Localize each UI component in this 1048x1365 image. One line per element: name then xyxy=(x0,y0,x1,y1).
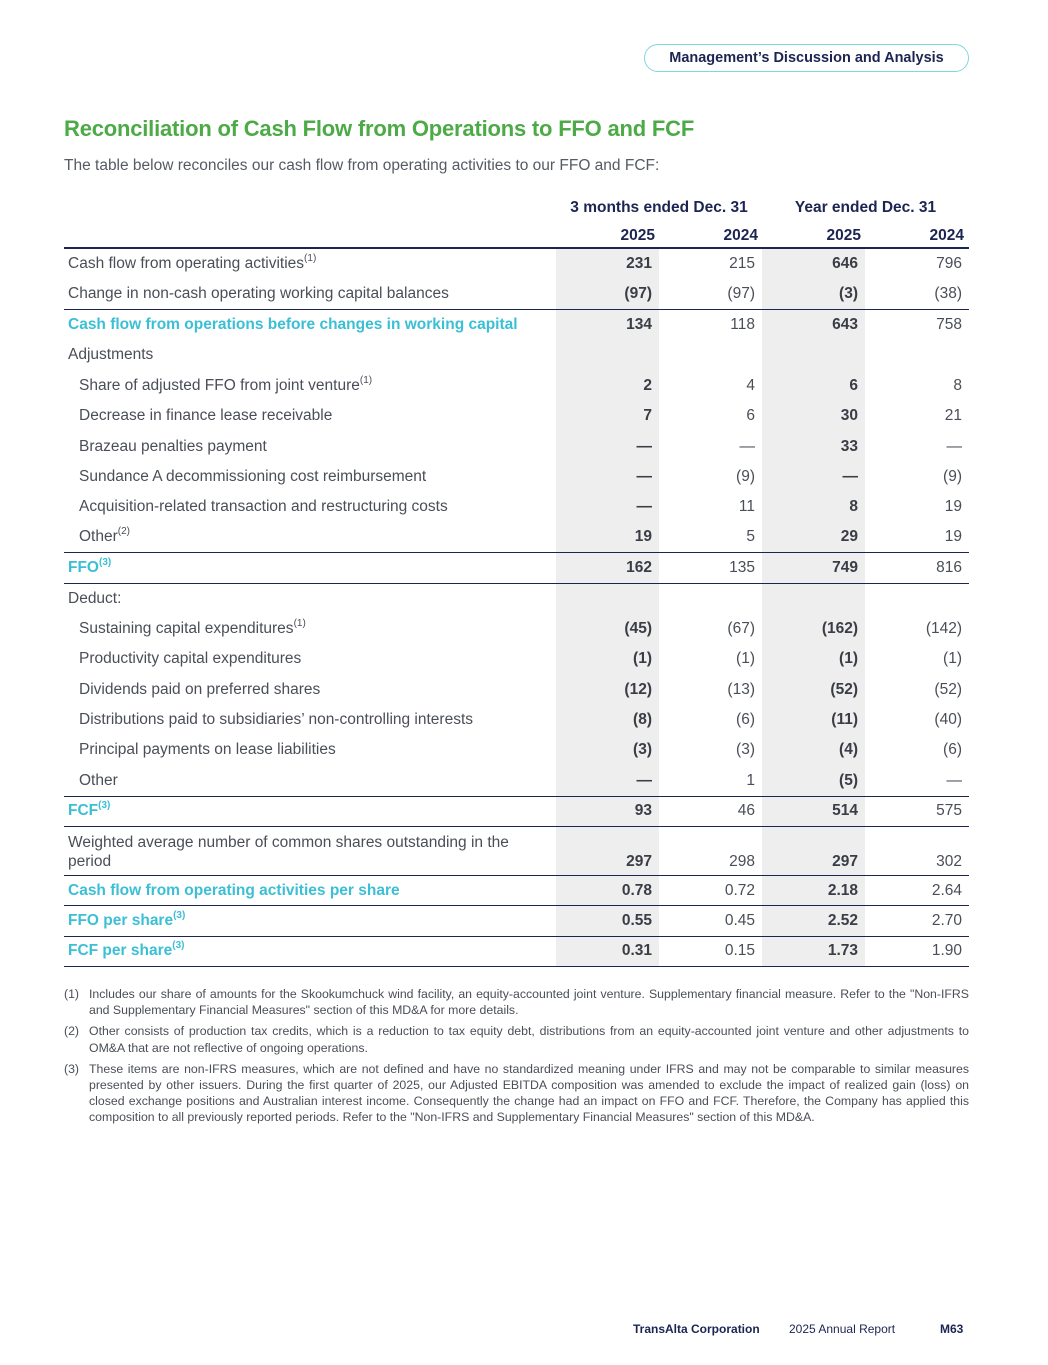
table-cell xyxy=(659,340,762,370)
table-cell: 1 xyxy=(746,771,755,789)
table-cell: (1) xyxy=(943,650,962,668)
row-label-text: Deduct: xyxy=(68,589,122,607)
row-label-text: Cash flow from operations before changes in working capital xyxy=(68,316,518,334)
column-group-header xyxy=(64,193,969,225)
row-label xyxy=(64,523,556,553)
row-label xyxy=(64,249,556,279)
row-label xyxy=(64,614,556,644)
table-row xyxy=(64,705,969,735)
table-cell: 4 xyxy=(746,376,755,394)
table-cell: 1.73 xyxy=(762,936,865,966)
table-row xyxy=(64,401,969,431)
table-cell: — xyxy=(946,771,962,789)
table-row xyxy=(64,523,969,553)
row-label xyxy=(64,553,556,583)
table-row xyxy=(64,279,969,309)
footnote xyxy=(64,1061,969,1126)
table-cell: (162) xyxy=(762,614,865,644)
table-cell: 646 xyxy=(762,249,865,279)
row-label xyxy=(64,462,556,492)
table-cell: 19 xyxy=(556,523,659,553)
table-cell: 46 xyxy=(659,796,762,826)
row-label-text: Brazeau penalties payment xyxy=(79,437,267,455)
footnote-ref: (3) xyxy=(173,909,186,921)
row-label-text: Acquisition-related transaction and restructuring costs xyxy=(79,498,448,516)
table-row xyxy=(64,766,969,796)
table-row xyxy=(64,492,969,522)
row-label xyxy=(64,674,556,704)
table-cell: (8) xyxy=(556,705,659,735)
table-cell: (6) xyxy=(736,711,755,729)
table-cell: 118 xyxy=(659,310,762,340)
table-cell: 749 xyxy=(762,553,865,583)
table-row xyxy=(64,553,969,583)
table-cell: 8 xyxy=(762,492,865,522)
row-label-text: FCF xyxy=(68,802,99,820)
table-row xyxy=(64,826,969,875)
table-cell: — xyxy=(739,437,755,455)
table-row xyxy=(64,735,969,765)
row-label-text: FCF per share xyxy=(68,942,173,960)
row-label-text: Adjustments xyxy=(68,346,154,364)
table-cell: 2.64 xyxy=(865,875,969,905)
row-label xyxy=(64,906,556,936)
table-cell: 816 xyxy=(865,553,969,583)
table-cell: (40) xyxy=(934,711,962,729)
table-cell: 2.18 xyxy=(762,875,865,905)
table-cell: (97) xyxy=(556,279,659,309)
table-cell: 215 xyxy=(729,255,755,273)
table-body xyxy=(64,249,969,967)
row-label-text: Other xyxy=(79,771,118,789)
table-row xyxy=(64,371,969,401)
table-cell: (142) xyxy=(925,619,962,637)
year-header: 2025 xyxy=(826,227,861,244)
table-cell xyxy=(865,340,969,370)
footnote-text: These items are non-IFRS measures, which are not defined and have no standardized meaning under IFRS and may not be comparable to similar measures presented by other issuers. During the first quarter of 2025, our Adjusted EBITDA composition was amended to exclude the impact of realized gain (loss) on closed exchange positions and Australian interest income. Consequently the change had an impact on FFO and FCF. Therefore, the Company has applied this composition to all previously reported periods. Refer to the "Non-IFRS and Supplementary Financial Measures" section of this MD&A. xyxy=(89,1061,969,1125)
year-header: 2025 xyxy=(620,227,655,244)
table-row xyxy=(64,310,969,340)
table-cell: (3) xyxy=(556,735,659,765)
table-cell: 297 xyxy=(556,826,659,875)
table-cell: 21 xyxy=(944,407,962,425)
row-label xyxy=(64,826,556,875)
table-row xyxy=(64,906,969,936)
table-cell: (9) xyxy=(943,467,962,485)
table-cell: 2.52 xyxy=(762,906,865,936)
table-cell: 5 xyxy=(746,528,755,546)
table-cell: (1) xyxy=(762,644,865,674)
row-label xyxy=(64,796,556,826)
row-label xyxy=(64,431,556,461)
table-cell: — xyxy=(556,431,659,461)
table-cell xyxy=(762,340,865,370)
table-cell: (45) xyxy=(556,614,659,644)
row-label-text: Share of adjusted FFO from joint venture xyxy=(79,376,360,394)
table-row xyxy=(64,583,969,613)
row-label xyxy=(64,644,556,674)
table-cell: — xyxy=(556,462,659,492)
table-cell: 30 xyxy=(762,401,865,431)
table-row xyxy=(64,462,969,492)
table-row xyxy=(64,644,969,674)
row-label-text: Cash flow from operating activities per share xyxy=(68,881,400,899)
footnote-ref: (3) xyxy=(172,940,185,952)
row-label xyxy=(64,371,556,401)
row-label-text: Weighted average number of common shares outstanding in the period xyxy=(68,833,509,870)
table-cell: (12) xyxy=(556,674,659,704)
row-label xyxy=(64,766,556,796)
table-row xyxy=(64,796,969,826)
table-cell: 6 xyxy=(746,407,755,425)
row-label xyxy=(64,340,556,370)
table-cell: 1.90 xyxy=(865,936,969,966)
table-cell: — xyxy=(946,437,962,455)
table-cell: (52) xyxy=(762,674,865,704)
footer-company: TransAlta Corporation xyxy=(633,1322,760,1336)
row-label xyxy=(64,705,556,735)
year-header: 2024 xyxy=(929,227,964,244)
row-label-text: Cash flow from operating activities xyxy=(68,255,305,273)
footnote-text: Includes our share of amounts for the Skookumchuck wind facility, an equity-accounted joint venture. Supplementary financial measure. Refer to the "Non-IFRS and Supplementary Financial Measures" section of this MD&A for more details. xyxy=(89,987,969,1018)
footnote-ref: (1) xyxy=(359,374,373,386)
table-cell: 231 xyxy=(556,249,659,279)
table-row xyxy=(64,340,969,370)
table-row xyxy=(64,875,969,905)
table-cell: 33 xyxy=(762,431,865,461)
table-cell: 2 xyxy=(556,371,659,401)
row-label-text: Sustaining capital expenditures xyxy=(79,619,294,637)
table-cell: (4) xyxy=(762,735,865,765)
row-label xyxy=(64,735,556,765)
footer-report: 2025 Annual Report xyxy=(789,1322,896,1336)
table-cell: (67) xyxy=(727,619,755,637)
table-cell: 302 xyxy=(865,826,969,875)
table-cell: 11 xyxy=(738,498,755,516)
intro-text: The table below reconciles our cash flow from operating activities to our FFO and FCF: xyxy=(64,157,660,174)
page-title: Reconciliation of Cash Flow from Operations to FFO and FCF xyxy=(64,116,695,141)
table-cell xyxy=(762,583,865,613)
table-cell: 7 xyxy=(556,401,659,431)
table-cell: 19 xyxy=(944,528,962,546)
table-cell: 643 xyxy=(762,310,865,340)
table-cell: 0.45 xyxy=(659,906,762,936)
table-cell: (6) xyxy=(943,741,962,759)
row-label-text: Other xyxy=(79,528,118,546)
table-row xyxy=(64,249,969,279)
table-cell xyxy=(865,583,969,613)
table-cell xyxy=(556,583,659,613)
row-label-text: Principal payments on lease liabilities xyxy=(79,741,336,759)
row-label-text: Sundance A decommissioning cost reimbursement xyxy=(79,467,427,485)
table-cell xyxy=(659,583,762,613)
table-cell: 796 xyxy=(936,255,962,273)
table-cell: 134 xyxy=(556,310,659,340)
footnote-ref: (3) xyxy=(99,556,112,568)
table-cell: (97) xyxy=(727,285,755,303)
row-label-text: Dividends paid on preferred shares xyxy=(79,680,321,698)
table-cell: 162 xyxy=(556,553,659,583)
table-cell: 29 xyxy=(762,523,865,553)
table-cell: 8 xyxy=(953,376,962,394)
footnote-marker: (2) xyxy=(64,1024,80,1039)
row-label-text: Distributions paid to subsidiaries’ non-controlling interests xyxy=(79,711,474,729)
row-label xyxy=(64,936,556,966)
section-header-pill: Management’s Discussion and Analysis xyxy=(644,44,969,72)
table-row xyxy=(64,614,969,644)
table-cell: 0.55 xyxy=(556,906,659,936)
row-label-text: Change in non-cash operating working capital balances xyxy=(68,285,449,303)
footnote-marker: (1) xyxy=(64,987,80,1001)
footnote xyxy=(64,1023,969,1055)
table-cell xyxy=(556,340,659,370)
table-cell: 297 xyxy=(762,826,865,875)
page-footer xyxy=(0,1322,1048,1340)
row-label-text: FFO per share xyxy=(68,912,174,929)
footnote-marker: (3) xyxy=(64,1061,80,1076)
table-row xyxy=(64,431,969,461)
row-label xyxy=(64,279,556,309)
footnote-text: Other consists of production tax credits, which is a reduction to tax equity debt, distributions from an equity-accounted joint venture and other adjustments to OM&A that are not reflective of ongoing operations. xyxy=(89,1024,969,1055)
table-row xyxy=(64,674,969,704)
table-cell: (38) xyxy=(934,285,962,303)
row-label-text: FFO xyxy=(68,559,99,577)
group-header-year: Year ended Dec. 31 xyxy=(794,199,937,216)
row-label-text: Productivity capital expenditures xyxy=(79,650,302,668)
table-cell: (52) xyxy=(934,680,962,698)
table-cell: (9) xyxy=(736,467,755,485)
table-cell: (3) xyxy=(736,741,755,759)
table-cell: (11) xyxy=(762,705,865,735)
footnotes xyxy=(64,986,969,1131)
table-cell: — xyxy=(762,462,865,492)
table-cell: 0.72 xyxy=(659,875,762,905)
footnote-ref: (2) xyxy=(117,526,130,538)
row-label xyxy=(64,401,556,431)
table-cell: 298 xyxy=(659,826,762,875)
table-cell: (1) xyxy=(556,644,659,674)
table-cell: 514 xyxy=(762,796,865,826)
table-cell: 135 xyxy=(659,553,762,583)
year-header: 2024 xyxy=(723,227,758,244)
table-cell: 93 xyxy=(556,796,659,826)
table-cell: (3) xyxy=(762,279,865,309)
group-header-quarter: 3 months ended Dec. 31 xyxy=(570,199,748,216)
table-cell: (1) xyxy=(736,650,755,668)
footnote-ref: (1) xyxy=(293,617,306,629)
row-label xyxy=(64,583,556,613)
table-cell: 19 xyxy=(944,498,962,516)
table-cell: 2.70 xyxy=(865,906,969,936)
page-number: M63 xyxy=(940,1322,964,1336)
table-cell: 6 xyxy=(762,371,865,401)
table-cell: 758 xyxy=(865,310,969,340)
table-row xyxy=(64,936,969,966)
footnote-ref: (1) xyxy=(304,253,317,265)
table-cell: (13) xyxy=(727,680,755,698)
table-cell: 0.78 xyxy=(556,875,659,905)
table-cell: 0.15 xyxy=(659,936,762,966)
row-label xyxy=(64,875,556,905)
row-label xyxy=(64,310,556,340)
table-cell: 575 xyxy=(865,796,969,826)
footnote-ref: (3) xyxy=(98,800,111,812)
reconciliation-table xyxy=(64,193,969,967)
row-label xyxy=(64,492,556,522)
year-header-row xyxy=(64,225,969,249)
table-cell: — xyxy=(556,766,659,796)
row-label-text: Decrease in finance lease receivable xyxy=(79,407,333,425)
table-cell: 0.31 xyxy=(556,936,659,966)
table-cell: — xyxy=(556,492,659,522)
footnote xyxy=(64,986,969,1018)
table-cell: (5) xyxy=(762,766,865,796)
